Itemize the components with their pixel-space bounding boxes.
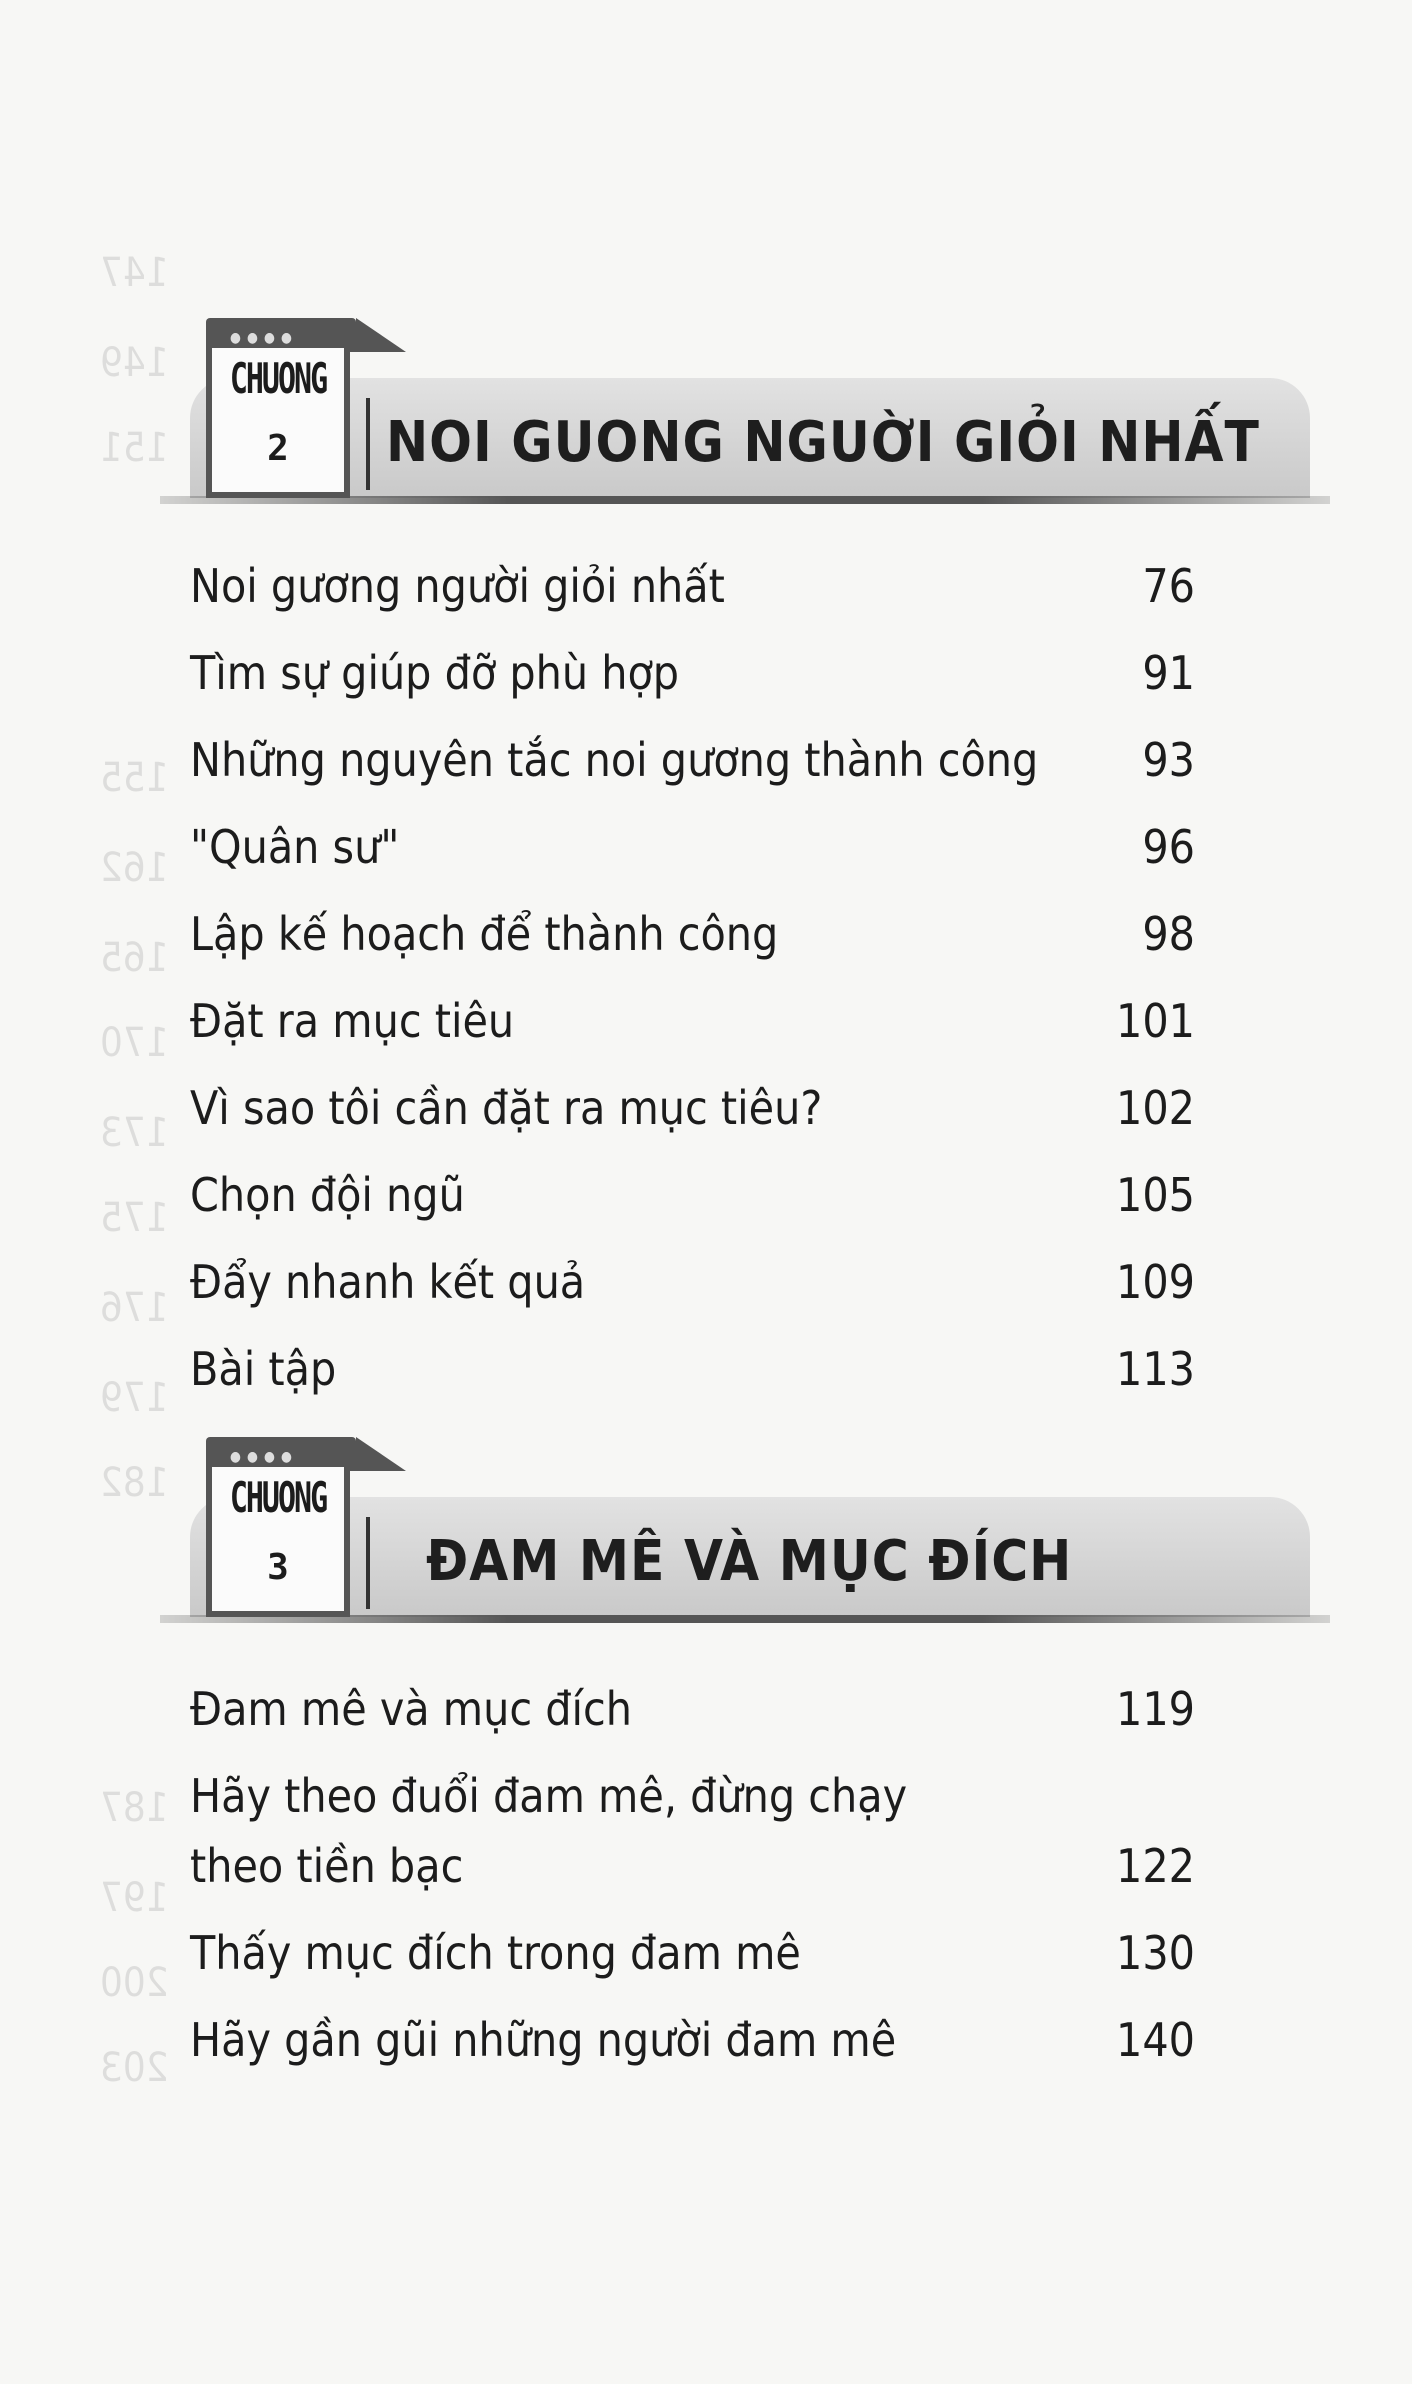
chapter-2-banner [180,318,1310,508]
toc-entry-label: Tìm sự giúp đỡ phù hợp [190,646,680,700]
bleed-through-mark: 173 [100,1110,169,1156]
chapter-separator [366,1517,370,1609]
toc-entry-label: Thấy mục đích trong đam mê [190,1926,801,1980]
toc-entry-label: Hãy theo đuổi đam mê, đừng chạy theo tiền bạc [190,1769,908,1893]
toc-entry-label: Noi gương người giỏi nhất [190,559,725,613]
bleed-through-mark: 182 [100,1460,169,1506]
toc-entry-page: 130 [1116,1926,1195,1980]
chapter-title: ĐAM MÊ VÀ MỤC ĐÍCH [426,1529,1073,1594]
toc-entry-label: "Quân sư" [190,820,400,874]
bleed-through-mark: 165 [100,935,169,981]
bleed-through-mark: 203 [100,2045,169,2091]
toc-entry-label: Hãy gần gũi những người đam mê [190,2013,897,2067]
toc-entry-page: 96 [1142,820,1195,874]
chapter-label: CHUONG [229,1474,327,1523]
toc-entry-page: 93 [1142,733,1195,787]
toc-entry-page: 76 [1142,559,1195,613]
bleed-through-mark: 155 [100,755,169,801]
toc-entry-page: 98 [1142,907,1195,961]
chapter-number: 2 [267,428,289,469]
toc-entry-label: Bài tập [190,1342,337,1396]
toc-entry-page: 102 [1116,1081,1195,1135]
chapter-number-box [206,1467,350,1617]
toc-entry-label: Đặt ra mục tiêu [190,994,515,1048]
bleed-through-mark: 187 [100,1785,169,1831]
toc-entry-page: 105 [1116,1168,1195,1222]
chapter-tab-fold [356,1437,406,1471]
toc-entry-page: 122 [1116,1839,1195,1893]
toc-entry-page: 119 [1116,1682,1195,1736]
toc-entry-page: 113 [1116,1342,1195,1396]
bleed-through-mark: 176 [100,1285,169,1331]
toc-entry-label: Đẩy nhanh kết quả [190,1255,586,1309]
bleed-through-mark: 151 [100,425,169,471]
toc-entry-label: Lập kế hoạch để thành công [190,907,779,961]
toc-entry-label: Vì sao tôi cần đặt ra mục tiêu? [190,1081,823,1135]
chapter-label: CHUONG [229,355,327,404]
toc-entry-page: 109 [1116,1255,1195,1309]
bleed-through-mark: 179 [100,1375,169,1421]
chapter-tab-fold [356,318,406,352]
bleed-through-mark: 149 [100,340,169,386]
chapter-3-banner [180,1437,1310,1627]
tab-dots-icon: ●●●● [230,330,298,346]
chapter-title: NOI GUONG NGUỜI GIỎI NHẤT [386,410,1260,475]
bleed-through-mark: 170 [100,1020,169,1066]
toc-entry-page: 140 [1116,2013,1195,2067]
toc-entry-page: 101 [1116,994,1195,1048]
toc-entry-label: Đam mê và mục đích [190,1682,633,1736]
chapter-number: 3 [267,1547,289,1588]
bleed-through-mark: 162 [100,845,169,891]
tab-dots-icon: ●●●● [230,1449,298,1465]
bleed-through-mark: 147 [100,250,169,296]
chapter-separator [366,398,370,490]
chapter-number-box [206,348,350,498]
toc-entry-label: Những nguyên tắc noi gương thành công [190,733,1039,787]
bleed-through-mark: 175 [100,1195,169,1241]
bleed-through-mark: 200 [100,1960,169,2006]
toc-entry-page: 91 [1142,646,1195,700]
toc-entry-label: Chọn đội ngũ [190,1168,465,1222]
bleed-through-mark: 197 [100,1875,169,1921]
